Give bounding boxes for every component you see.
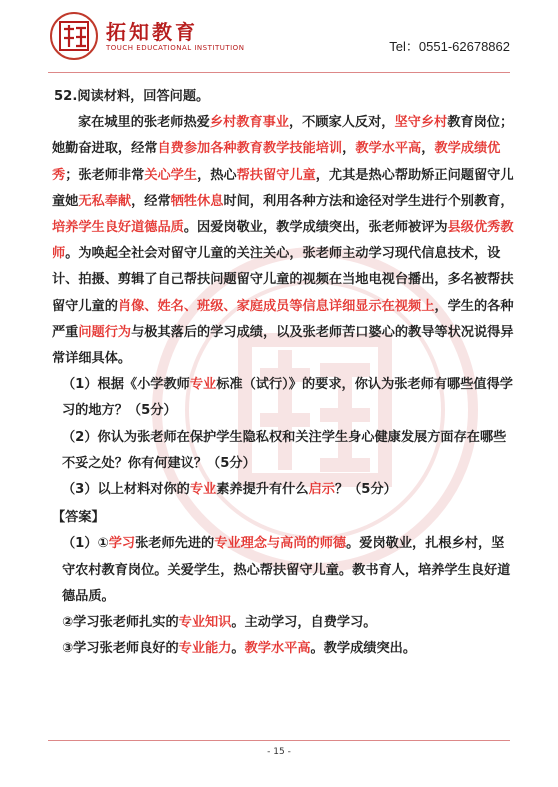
logo-subtitle: TOUCH EDUCATIONAL INSTITUTION <box>106 44 245 52</box>
highlighted-text: 专业理念与高尚的师德 <box>214 536 347 552</box>
text-segment: ， <box>342 141 356 157</box>
text-segment: 教育岗位；她勤奋进取，经常 <box>52 115 514 157</box>
text-segment: 。爱岗敬业，扎根乡村，坚守农村教育岗位。关爱学生，热心帮扶留守儿童。教书育人，培养学生良好道德品质。 <box>62 536 511 604</box>
text-segment: ，不顾家人反对， <box>289 115 395 131</box>
text-segment: 。 <box>231 641 245 657</box>
text-segment: 家在城里的张老师热爱 <box>78 115 210 131</box>
text-segment: 素养提升有什么 <box>216 482 309 498</box>
text-segment: （1）根据《小学教师 <box>62 377 190 393</box>
text-segment: 。教学成绩突出。 <box>310 641 417 657</box>
answer-label: 【答案】 <box>52 510 105 526</box>
text-segment: 。为唤起全社会对留守儿童的关注关心，张老师主动学习现代信息技术，设计、拍摄、剪辑了自己帮扶问题留守儿童的视频在当地电视台播出，多名被帮扶留守儿童的 <box>52 246 514 314</box>
highlighted-text: 专业知识 <box>178 615 232 631</box>
text-segment: （1）① <box>62 536 109 552</box>
highlighted-text: 帮扶留守儿童 <box>236 167 316 183</box>
text-segment: 时间，利用各种方法和途径对学生进行个别教育， <box>223 193 514 209</box>
highlighted-text: 学习 <box>108 536 136 552</box>
highlighted-text: 肖像、姓名、班级、家庭成员等信息详细显示在视频上 <box>117 298 435 314</box>
text-segment: 张老师先进的 <box>135 536 215 552</box>
text-segment: 标准（试行）》的要求，你认为张老师有哪些值得学习的地方？（5分） <box>62 377 513 419</box>
highlighted-text: 坚守乡村 <box>394 115 448 131</box>
page-header <box>0 0 558 84</box>
highlighted-text: 专业 <box>189 482 217 498</box>
text-segment: ， <box>421 141 435 157</box>
text-segment: ，学生的各种严重 <box>52 298 514 340</box>
passage-paragraph <box>52 110 514 372</box>
answer-paragraph <box>52 636 514 662</box>
text-segment: 。因爱岗敬业，教学成绩突出，张老师被评为 <box>183 220 448 236</box>
answer-paragraph <box>52 531 514 610</box>
text-segment: ，热心 <box>197 167 237 183</box>
highlighted-text: 教学成绩优秀 <box>52 141 501 183</box>
highlighted-text: 培养学生良好道德品质 <box>52 220 184 236</box>
answer-paragraph <box>52 610 514 636</box>
highlighted-text: 无私奉献 <box>78 193 132 209</box>
footer-divider <box>48 740 510 741</box>
page-number: - 15 - <box>267 747 291 757</box>
logo-title: 拓知教育 <box>106 20 198 44</box>
text-segment: 与极其落后的学习成绩，以及张老师苦口婆心的教导等状况说得异常详细具体。 <box>52 324 514 367</box>
text-segment: ，经常 <box>131 193 171 209</box>
text-segment: （2）你认为张老师在保护学生隐私权和关注学生身心健康发展方面存在哪些不妥之处？你有何建议？（5分） <box>62 429 507 471</box>
sub-question <box>52 477 514 503</box>
logo-glyph-icon <box>54 16 94 56</box>
sub-questions <box>52 372 514 503</box>
highlighted-text: 教学水平高 <box>355 141 422 157</box>
header-divider <box>48 72 510 73</box>
question-title: 52.阅读材料，回答问题。 <box>54 89 210 104</box>
text-segment: ②学习张老师扎实的 <box>62 615 179 631</box>
highlighted-text: 关心学生 <box>144 167 198 183</box>
telephone: Tel：0551-62678862 <box>389 39 510 54</box>
highlighted-text: 牺牲休息 <box>170 193 224 209</box>
document-body <box>52 84 514 662</box>
sub-question <box>52 425 514 477</box>
highlighted-text: 乡村教育事业 <box>209 115 289 131</box>
highlighted-text: 专业 <box>189 377 217 393</box>
answer-list <box>52 531 514 662</box>
highlighted-text: 自费参加各种教育教学技能培训 <box>157 141 343 157</box>
text-segment: 。主动学习，自费学习。 <box>231 615 377 631</box>
sub-question <box>52 372 514 424</box>
logo-seal-icon <box>50 12 98 60</box>
text-segment: ；张老师非常 <box>65 167 145 183</box>
highlighted-text: 启示 <box>308 482 335 498</box>
highlighted-text: 县级优秀教师 <box>52 220 514 262</box>
text-segment: （3）以上材料对你的 <box>62 482 190 498</box>
highlighted-text: 问题行为 <box>78 324 132 340</box>
highlighted-text: 教学水平高 <box>244 641 311 657</box>
text-segment: ？（5分） <box>334 482 397 498</box>
text-segment: ，尤其是热心帮助矫正问题留守儿童她 <box>52 167 514 209</box>
text-segment: ③学习张老师良好的 <box>62 641 179 657</box>
highlighted-text: 专业能力 <box>178 641 232 657</box>
